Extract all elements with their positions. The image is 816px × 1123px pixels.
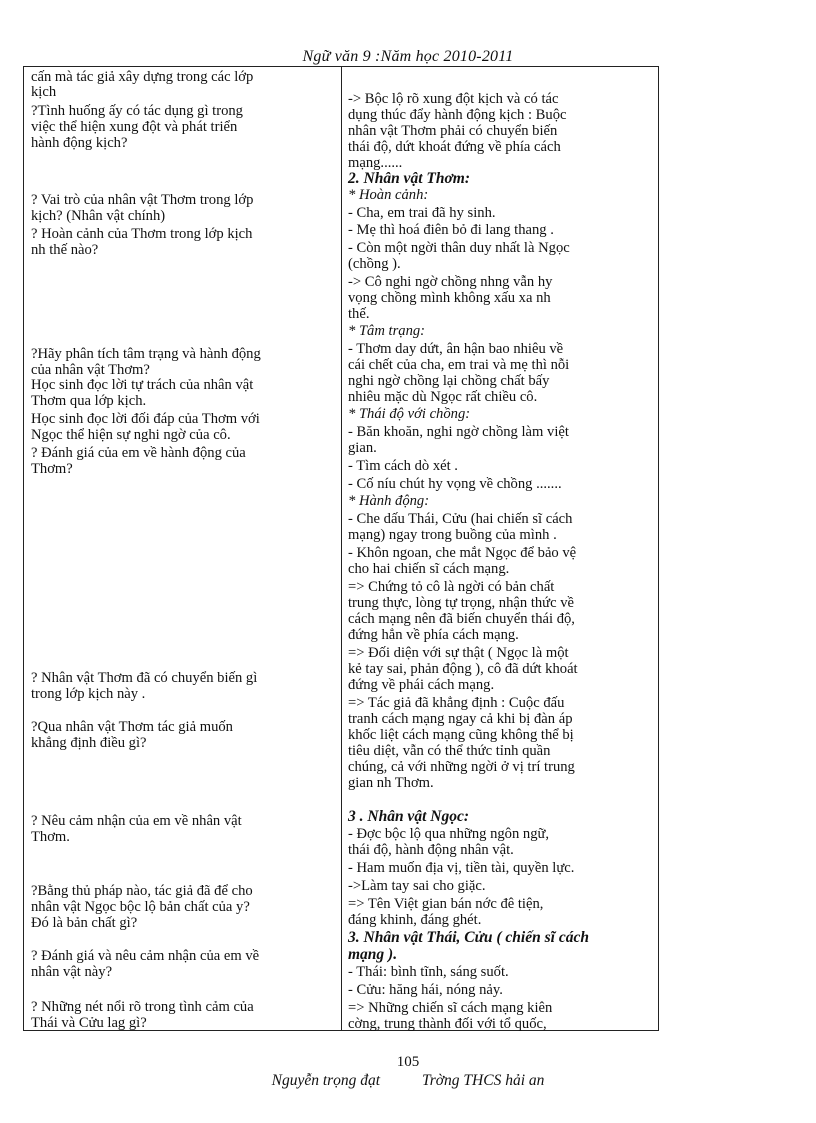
question-line: nhân vật Ngọc bộc lộ bản chất của y?: [31, 899, 250, 915]
answer-line: cái chết của cha, em trai và mẹ thì nỗi: [348, 357, 570, 373]
question-line: Thơm qua lớp kịch.: [31, 393, 147, 409]
answer-line: mạng......: [348, 155, 403, 171]
question-line: ?Hãy phân tích tâm trạng và hành động: [31, 346, 261, 362]
question-line: kịch: [31, 84, 57, 100]
question-line: nh thế nào?: [31, 242, 99, 258]
question-line: ? Nêu cảm nhận của em về nhân vật: [31, 813, 242, 829]
question-line: trong lớp kịch này .: [31, 686, 146, 702]
lesson-table: [23, 66, 659, 1031]
answer-line: khốc liệt cách mạng cũng không thể bị: [348, 727, 574, 743]
question-line: ? Đánh giá của em về hành động của: [31, 445, 246, 461]
answer-line: - Ham muốn địa vị, tiền tài, quyền lực.: [348, 860, 575, 876]
answer-line: => Tác giả đã khẳng định : Cuộc đấu: [348, 695, 565, 711]
answer-line: thế.: [348, 306, 370, 322]
answer-line: cách mạng nên đã biến chuyển thái độ,: [348, 611, 575, 627]
answer-line: kẻ tay sai, phản động ), cô đã dứt khoát: [348, 661, 578, 677]
answer-line: (chồng ).: [348, 256, 401, 272]
answer-line: => Đối diện với sự thật ( Ngọc là một: [348, 645, 569, 661]
answer-line: nhiêu mặc dù Ngọc rất chiều cô.: [348, 389, 538, 405]
page-footer: [0, 1072, 816, 1090]
answer-line: - Đợc bộc lộ qua những ngôn ngữ,: [348, 826, 550, 842]
question-line: ? Đánh giá và nêu cảm nhận của em về: [31, 948, 260, 964]
question-line: ? Hoàn cảnh của Thơm trong lớp kịch: [31, 226, 253, 242]
question-line: của nhân vật Thơm?: [31, 362, 150, 378]
answer-line: 3. Nhân vật Thái, Cửu ( chiến sĩ cách: [348, 929, 589, 946]
question-line: cấn mà tác giả xây dựng trong các lớp: [31, 69, 254, 85]
answer-line: - Cố níu chút hy vọng về chồng .......: [348, 476, 562, 492]
question-line: ? Những nét nổi rõ trong tình cảm của: [31, 999, 254, 1015]
footer-author: Nguyễn trọng đạt: [271, 1072, 381, 1089]
answer-line: - Che dấu Thái, Cửu (hai chiến sĩ cách: [348, 511, 573, 527]
answer-line: * Hoàn cảnh:: [348, 187, 429, 203]
question-line: Ngọc thể hiện sự nghi ngờ của cô.: [31, 427, 231, 443]
answer-line: gian nh Thơm.: [348, 775, 434, 791]
question-line: hành động kịch?: [31, 135, 128, 151]
column-divider: [341, 67, 342, 1030]
answer-line: đáng khinh, đáng ghét.: [348, 912, 482, 928]
answer-line: ->Làm tay sai cho giặc.: [348, 878, 486, 894]
answer-line: - Tìm cách dò xét .: [348, 458, 458, 474]
question-line: ?Tình huống ấy có tác dụng gì trong: [31, 103, 243, 119]
answer-line: - Thơm day dứt, ân hận bao nhiêu về: [348, 341, 564, 357]
answer-line: - Cha, em trai đã hy sinh.: [348, 205, 496, 221]
question-line: Thơm.: [31, 829, 70, 845]
answer-line: mạng ).: [348, 946, 398, 963]
answer-line: - Thái: bình tĩnh, sáng suốt.: [348, 964, 509, 980]
answer-line: - Còn một ngời thân duy nhất là Ngọc: [348, 240, 570, 256]
answer-line: -> Cô nghi ngờ chồng nhng vẫn hy: [348, 274, 553, 290]
answer-line: đứng về phái cách mạng.: [348, 677, 495, 693]
page-header: Ngữ văn 9 :Năm học 2010-2011: [302, 48, 514, 65]
answer-line: 2. Nhân vật Thơm:: [348, 170, 470, 187]
answer-line: - Băn khoăn, nghi ngờ chồng làm việt: [348, 424, 569, 440]
question-line: ? Nhân vật Thơm đã có chuyển biến gì: [31, 670, 258, 686]
question-line: ?Qua nhân vật Thơm tác giả muốn: [31, 719, 233, 735]
answer-line: 3 . Nhân vật Ngọc:: [348, 808, 469, 825]
answer-line: nhân vật Thơm phải có chuyển biến: [348, 123, 558, 139]
answer-line: cho hai chiến sĩ cách mạng.: [348, 561, 510, 577]
answer-line: chúng, cả với những ngời ở vị trí trung: [348, 759, 575, 775]
answer-line: đứng hẳn về phía cách mạng.: [348, 627, 519, 643]
answer-line: trung thực, lòng tự trọng, nhận thức về: [348, 595, 574, 611]
answer-line: tranh cách mạng ngay cả khi bị đàn áp: [348, 711, 573, 727]
answer-line: -> Bộc lộ rõ xung đột kịch và có tác: [348, 91, 559, 107]
answer-line: thái độ, hành động nhân vật.: [348, 842, 514, 858]
question-line: Thơm?: [31, 461, 73, 477]
question-line: ? Vai trò của nhân vật Thơm trong lớp: [31, 192, 254, 208]
question-line: Học sinh đọc lời tự trách của nhân vật: [31, 377, 254, 393]
answer-line: => Những chiến sĩ cách mạng kiên: [348, 1000, 553, 1016]
question-line: khẳng định điều gì?: [31, 735, 147, 751]
answer-line: - Mẹ thì hoá điên bỏ đi lang thang .: [348, 222, 554, 238]
answer-line: cờng, trung thành đối với tổ quốc,: [348, 1016, 547, 1032]
answer-line: thái độ, dứt khoát đứng về phía cách: [348, 139, 561, 155]
question-line: Thái và Cửu lag gì?: [31, 1015, 147, 1031]
page-number: 105: [396, 1054, 420, 1070]
answer-line: - Cửu: hăng hái, nóng nảy.: [348, 982, 503, 998]
question-line: ?Bằng thủ pháp nào, tác giả đã để cho: [31, 883, 253, 899]
answer-line: - Khôn ngoan, che mắt Ngọc để bảo vệ: [348, 545, 577, 561]
footer-school: Trờng THCS hải an: [421, 1072, 545, 1089]
question-line: kịch? (Nhân vật chính): [31, 208, 166, 224]
question-line: Đó là bản chất gì?: [31, 915, 138, 931]
answer-line: * Thái độ với chồng:: [348, 406, 471, 422]
answer-line: tiêu diệt, vẫn có thể thức tỉnh quần: [348, 743, 551, 759]
question-line: Học sinh đọc lời đối đáp của Thơm với: [31, 411, 260, 427]
answer-line: dụng thúc đẩy hành động kịch : Buộc: [348, 107, 567, 123]
answer-line: => Chứng tỏ cô là ngời có bản chất: [348, 579, 555, 595]
answer-line: => Tên Việt gian bán nớc đê tiện,: [348, 896, 544, 912]
answer-line: * Hành động:: [348, 493, 430, 509]
answer-line: vọng chồng mình không xấu xa nh: [348, 290, 551, 306]
answer-line: gian.: [348, 440, 377, 456]
question-line: việc thể hiện xung đột và phát triển: [31, 119, 238, 135]
answer-line: nghi ngờ chồng lại chồng chất bấy: [348, 373, 550, 389]
answer-line: mạng) ngay trong buồng của mình .: [348, 527, 557, 543]
question-line: nhân vật này?: [31, 964, 113, 980]
answer-line: * Tâm trạng:: [348, 323, 426, 339]
